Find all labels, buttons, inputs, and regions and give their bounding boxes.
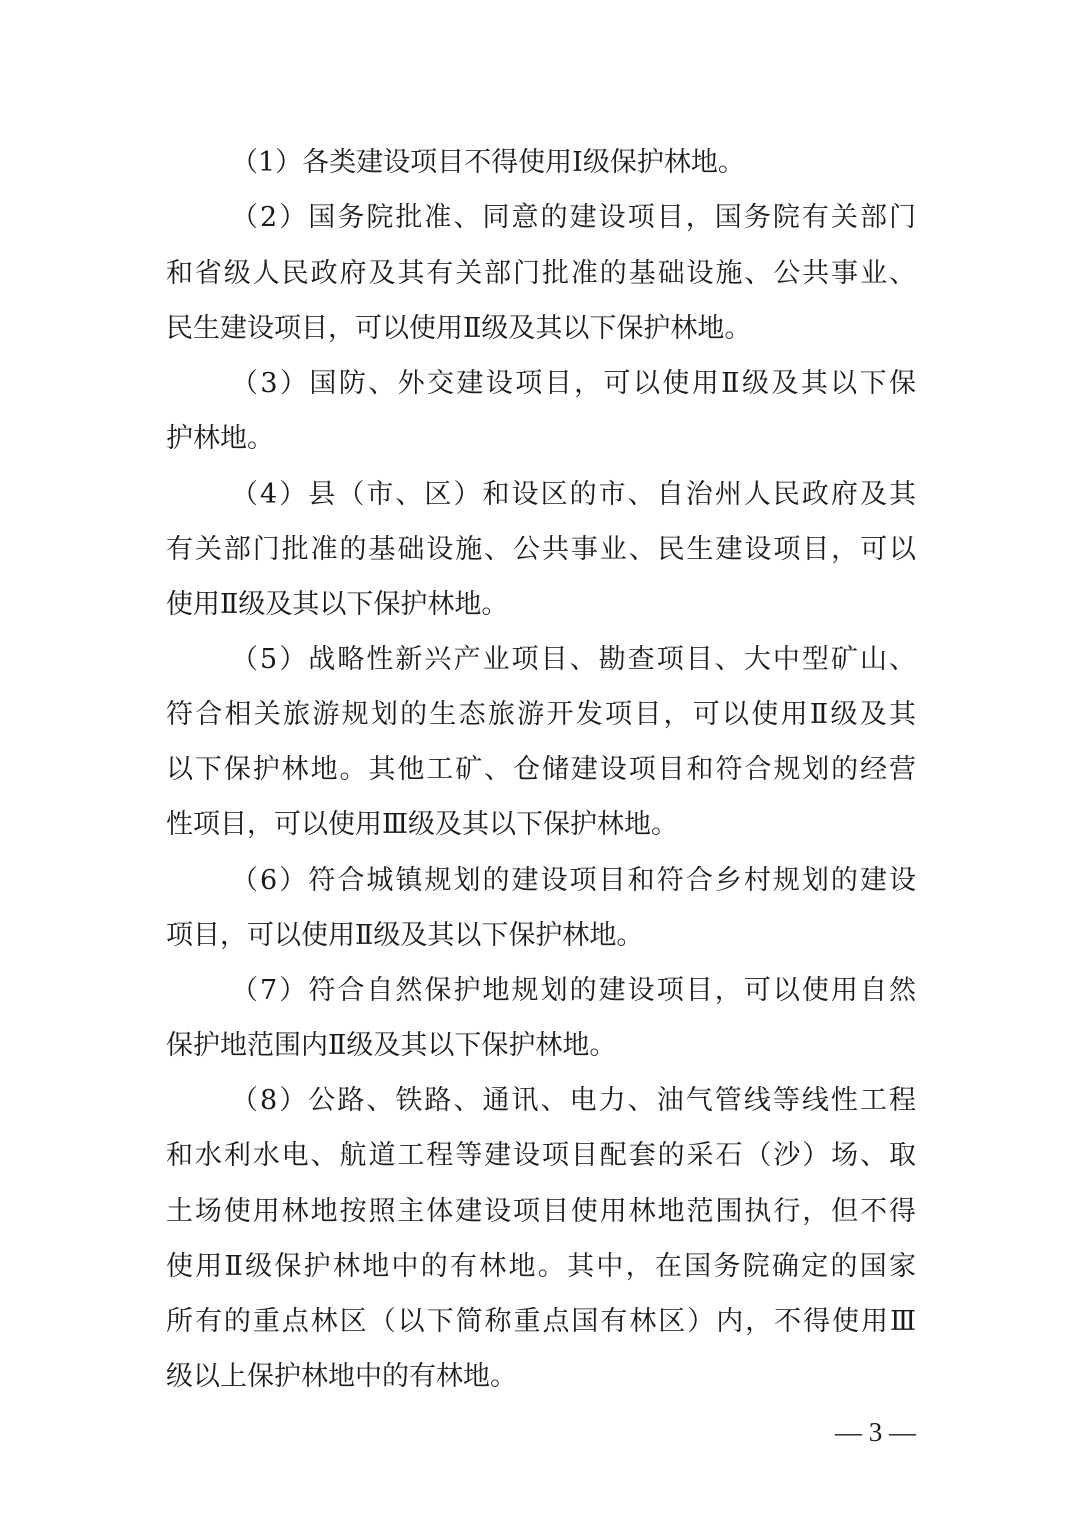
page-number: — 3 —: [835, 1417, 916, 1447]
item-7-line-2: 保护地范围内Ⅱ级及其以下保护林地。: [166, 1030, 617, 1061]
item-5-line-4: 性项目，可以使用Ⅲ级及其以下保护林地。: [166, 809, 679, 840]
item-8-line-3: 土场使用林地按照主体建设项目使用林地范围执行，但不得: [166, 1196, 916, 1227]
item-5-line-3: 以下保护林地。其他工矿、仓储建设项目和符合规划的经营: [166, 754, 916, 785]
item-8-line-4: 使用Ⅱ级保护林地中的有林地。其中，在国务院确定的国家: [166, 1251, 916, 1282]
item-2-line-2: 和省级人民政府及其有关部门批准的基础设施、公共事业、: [166, 258, 916, 289]
item-4-line-1: （4）县（市、区）和设区的市、自治州人民政府及其: [231, 479, 916, 510]
item-5-line-2: 符合相关旅游规划的生态旅游开发项目，可以使用Ⅱ级及其: [166, 699, 916, 730]
item-6-line-2: 项目，可以使用Ⅱ级及其以下保护林地。: [166, 920, 644, 951]
item-3-line-2: 护林地。: [166, 423, 274, 454]
item-8-line-2: 和水利水电、航道工程等建设项目配套的采石（沙）场、取: [166, 1140, 916, 1171]
item-8-line-5: 所有的重点林区（以下简称重点国有林区）内，不得使用Ⅲ: [166, 1306, 916, 1337]
item-2-line-3: 民生建设项目，可以使用Ⅱ级及其以下保护林地。: [166, 313, 752, 344]
item-8-line-1: （8）公路、铁路、通讯、电力、油气管线等线性工程: [231, 1085, 916, 1116]
item-8-line-6: 级以上保护林地中的有林地。: [166, 1361, 517, 1392]
item-4-line-2: 有关部门批准的基础设施、公共事业、民生建设项目，可以: [166, 534, 916, 565]
item-2-line-1: （2）国务院批准、同意的建设项目，国务院有关部门: [231, 202, 916, 233]
item-3-line-1: （3）国防、外交建设项目，可以使用Ⅱ级及其以下保: [231, 368, 916, 399]
item-7-line-1: （7）符合自然保护地规划的建设项目，可以使用自然: [231, 975, 916, 1006]
item-5-line-1: （5）战略性新兴产业项目、勘查项目、大中型矿山、: [231, 644, 916, 675]
item-4-line-3: 使用Ⅱ级及其以下保护林地。: [166, 589, 509, 620]
item-1-line-1: （1）各类建设项目不得使用Ⅰ级保护林地。: [231, 147, 745, 178]
item-6-line-1: （6）符合城镇规划的建设项目和符合乡村规划的建设: [231, 865, 916, 896]
